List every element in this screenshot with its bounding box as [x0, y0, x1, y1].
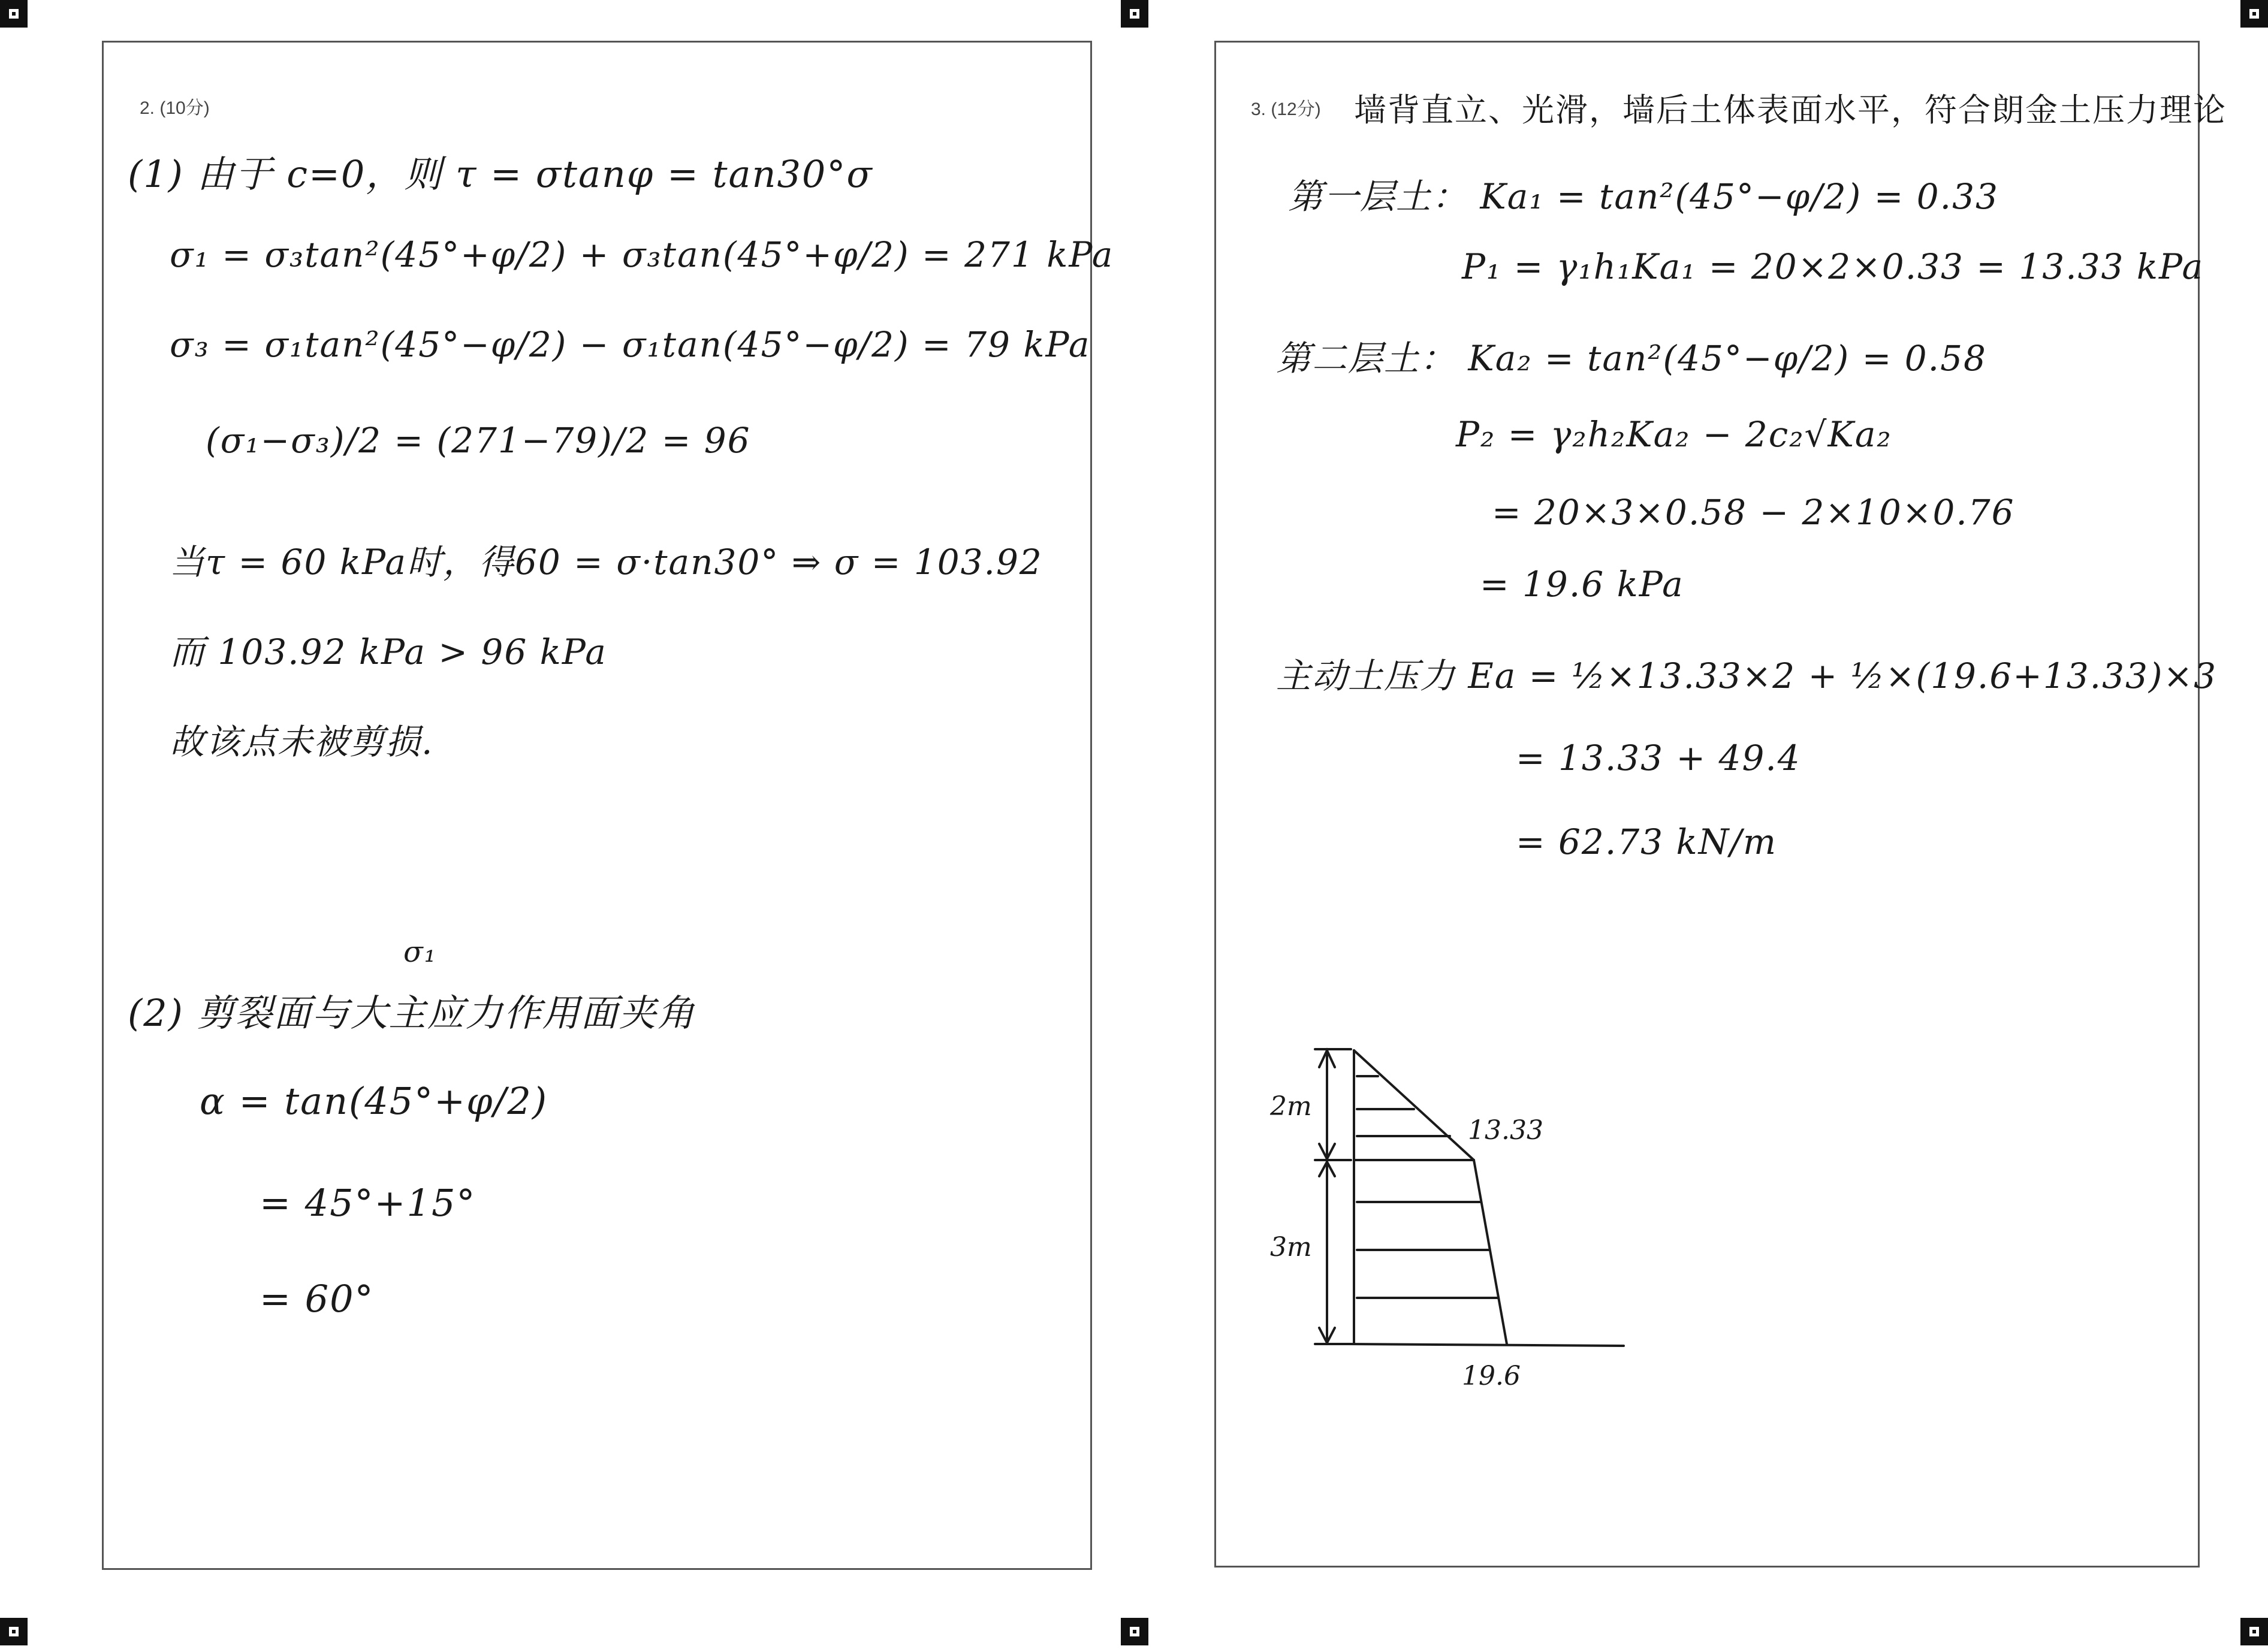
answer-line: (σ₁−σ₃)/2 = (271−79)/2 = 96 — [206, 420, 751, 461]
answer-line: P₂ = γ₂h₂Ka₂ − 2c₂√Ka₂ — [1456, 414, 1892, 455]
dimension-label: 2m — [1270, 1091, 1312, 1122]
corner-marker-top-center — [1121, 0, 1148, 28]
answer-line: = 19.6 kPa — [1480, 564, 1684, 605]
answer-header: 墙背直立、光滑，墙后土体表面水平，符合朗金土压力理论 — [1354, 91, 2227, 129]
answer-line: α = tan(45°+φ/2) — [200, 1079, 548, 1123]
answer-line: = 62.73 kN/m — [1516, 822, 1777, 862]
corner-marker-top-right — [2240, 0, 2268, 28]
answer-conclusion: 故该点未被剪损. — [170, 721, 434, 762]
answer-line: σ₁ = σ₃tan²(45°+φ/2) + σ₃tan(45°+φ/2) = 271 kPa — [170, 234, 1114, 275]
answer-panel-question-2 — [102, 41, 1114, 1570]
answer-line: = 60° — [260, 1277, 375, 1321]
answer-line: = 45°+15° — [260, 1181, 476, 1225]
corner-marker-bottom-left — [0, 1618, 28, 1645]
answer-panel-question-3 — [1214, 41, 2227, 1568]
answer-line: 主动土压力 Ea = ½×13.33×2 + ½×(19.6+13.33)×3 — [1276, 656, 2217, 696]
annotation: σ₁ — [403, 935, 438, 969]
dimension-label: 3m — [1270, 1232, 1312, 1263]
answer-line: P₁ = γ₁h₁Ka₁ = 20×2×0.33 = 13.33 kPa — [1462, 246, 2204, 287]
pressure-value-label: 13.33 — [1468, 1115, 1543, 1146]
question-label: 3. (12分) — [1251, 99, 1321, 119]
pressure-value-label: 19.6 — [1462, 1361, 1521, 1391]
corner-marker-top-left — [0, 0, 28, 28]
answer-line: = 20×3×0.58 − 2×10×0.76 — [1492, 492, 2015, 533]
question-label: 2. (10分) — [140, 98, 210, 118]
answer-line: (2) 剪裂面与大主应力作用面夹角 — [128, 991, 696, 1035]
answer-line: = 13.33 + 49.4 — [1516, 738, 1801, 778]
answer-line: 第一层土： Ka₁ = tan²(45°−φ/2) = 0.33 — [1288, 176, 1999, 217]
corner-marker-bottom-right — [2240, 1618, 2268, 1645]
answer-line: 而 103.92 kPa > 96 kPa — [170, 632, 607, 672]
answer-line: σ₃ = σ₁tan²(45°−φ/2) − σ₁tan(45°−φ/2) = 79 kPa — [170, 324, 1091, 365]
answer-line: 当τ = 60 kPa时，得60 = σ·tan30° ⇒ σ = 103.92 — [170, 542, 1043, 582]
earth-pressure-diagram — [1252, 989, 1672, 1409]
answer-line: (1) 由于 c=0，则 τ = σtanφ = tan30°σ — [128, 152, 873, 196]
answer-line: 第二层土： Ka₂ = tan²(45°−φ/2) = 0.58 — [1276, 338, 1987, 379]
corner-marker-bottom-center — [1121, 1618, 1148, 1645]
